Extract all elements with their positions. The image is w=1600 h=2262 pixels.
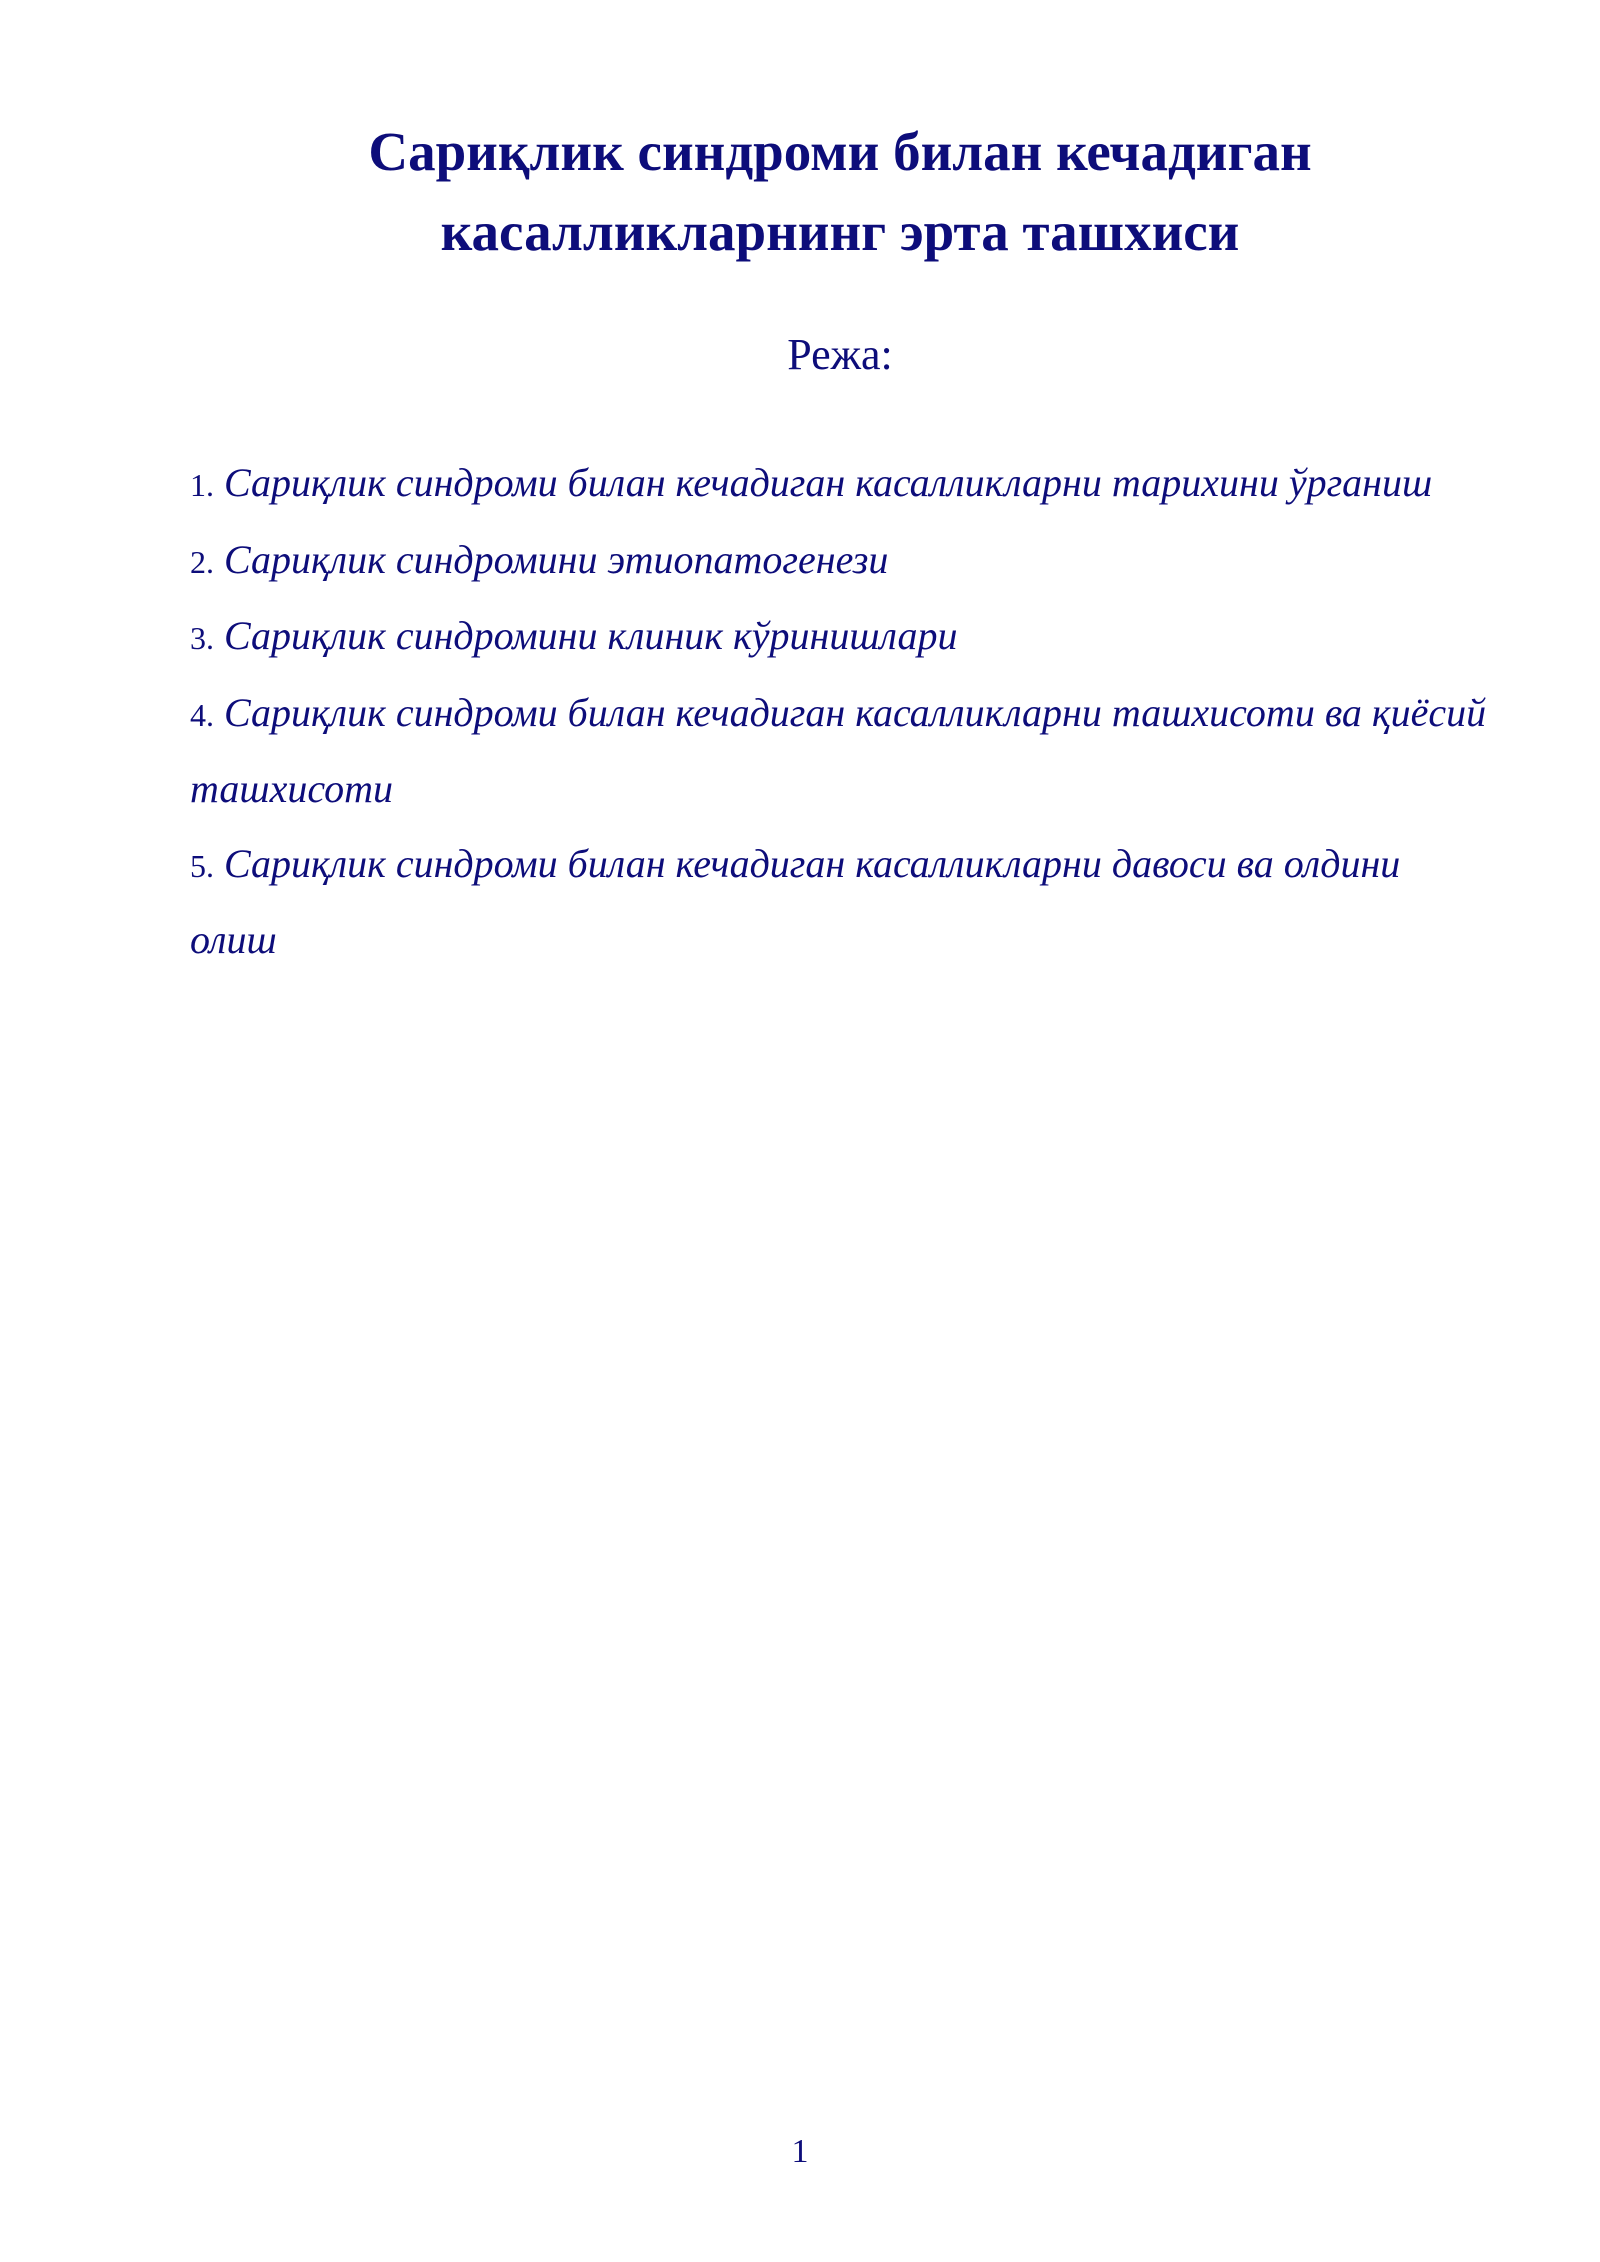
plan-item-number: 4. <box>190 696 214 733</box>
plan-item-text: Сариқлик синдромини клиник кўринишлари <box>224 613 958 658</box>
plan-item-2 <box>190 523 1490 600</box>
plan-item-4 <box>190 676 1490 827</box>
plan-item-number: 3. <box>190 620 214 656</box>
plan-item-1 <box>190 446 1490 523</box>
plan-item-text: Сариқлик синдроми билан кечадиган касалликларни давоси ва олдини олиш <box>190 840 1401 962</box>
document-title <box>190 112 1490 272</box>
plan-item-3 <box>190 599 1490 676</box>
plan-item-number: 1. <box>190 467 214 503</box>
plan-item-number: 5. <box>190 847 214 884</box>
plan-item-text: Сариқлик синдромини этиопатогенези <box>224 536 889 582</box>
plan-item-number: 2. <box>190 543 214 580</box>
document-title-line-1: Сариқлик синдроми билан кечадиган <box>368 121 1312 182</box>
plan-heading: Режа: <box>787 330 893 379</box>
document-title-line-2: касалликларнинг эрта ташхиси <box>440 201 1240 262</box>
plan-item-text: Сариқлик синдроми билан кечадиган касалликларни ташхисоти ва қиёсий ташхисоти <box>190 689 1487 811</box>
plan-list <box>190 446 1490 978</box>
page-number: 1 <box>791 2133 809 2170</box>
plan-item-text: Сариқлик синдроми билан кечадиган касалликларни тарихини ўрганиш <box>224 460 1433 505</box>
plan-item-5 <box>190 827 1490 978</box>
